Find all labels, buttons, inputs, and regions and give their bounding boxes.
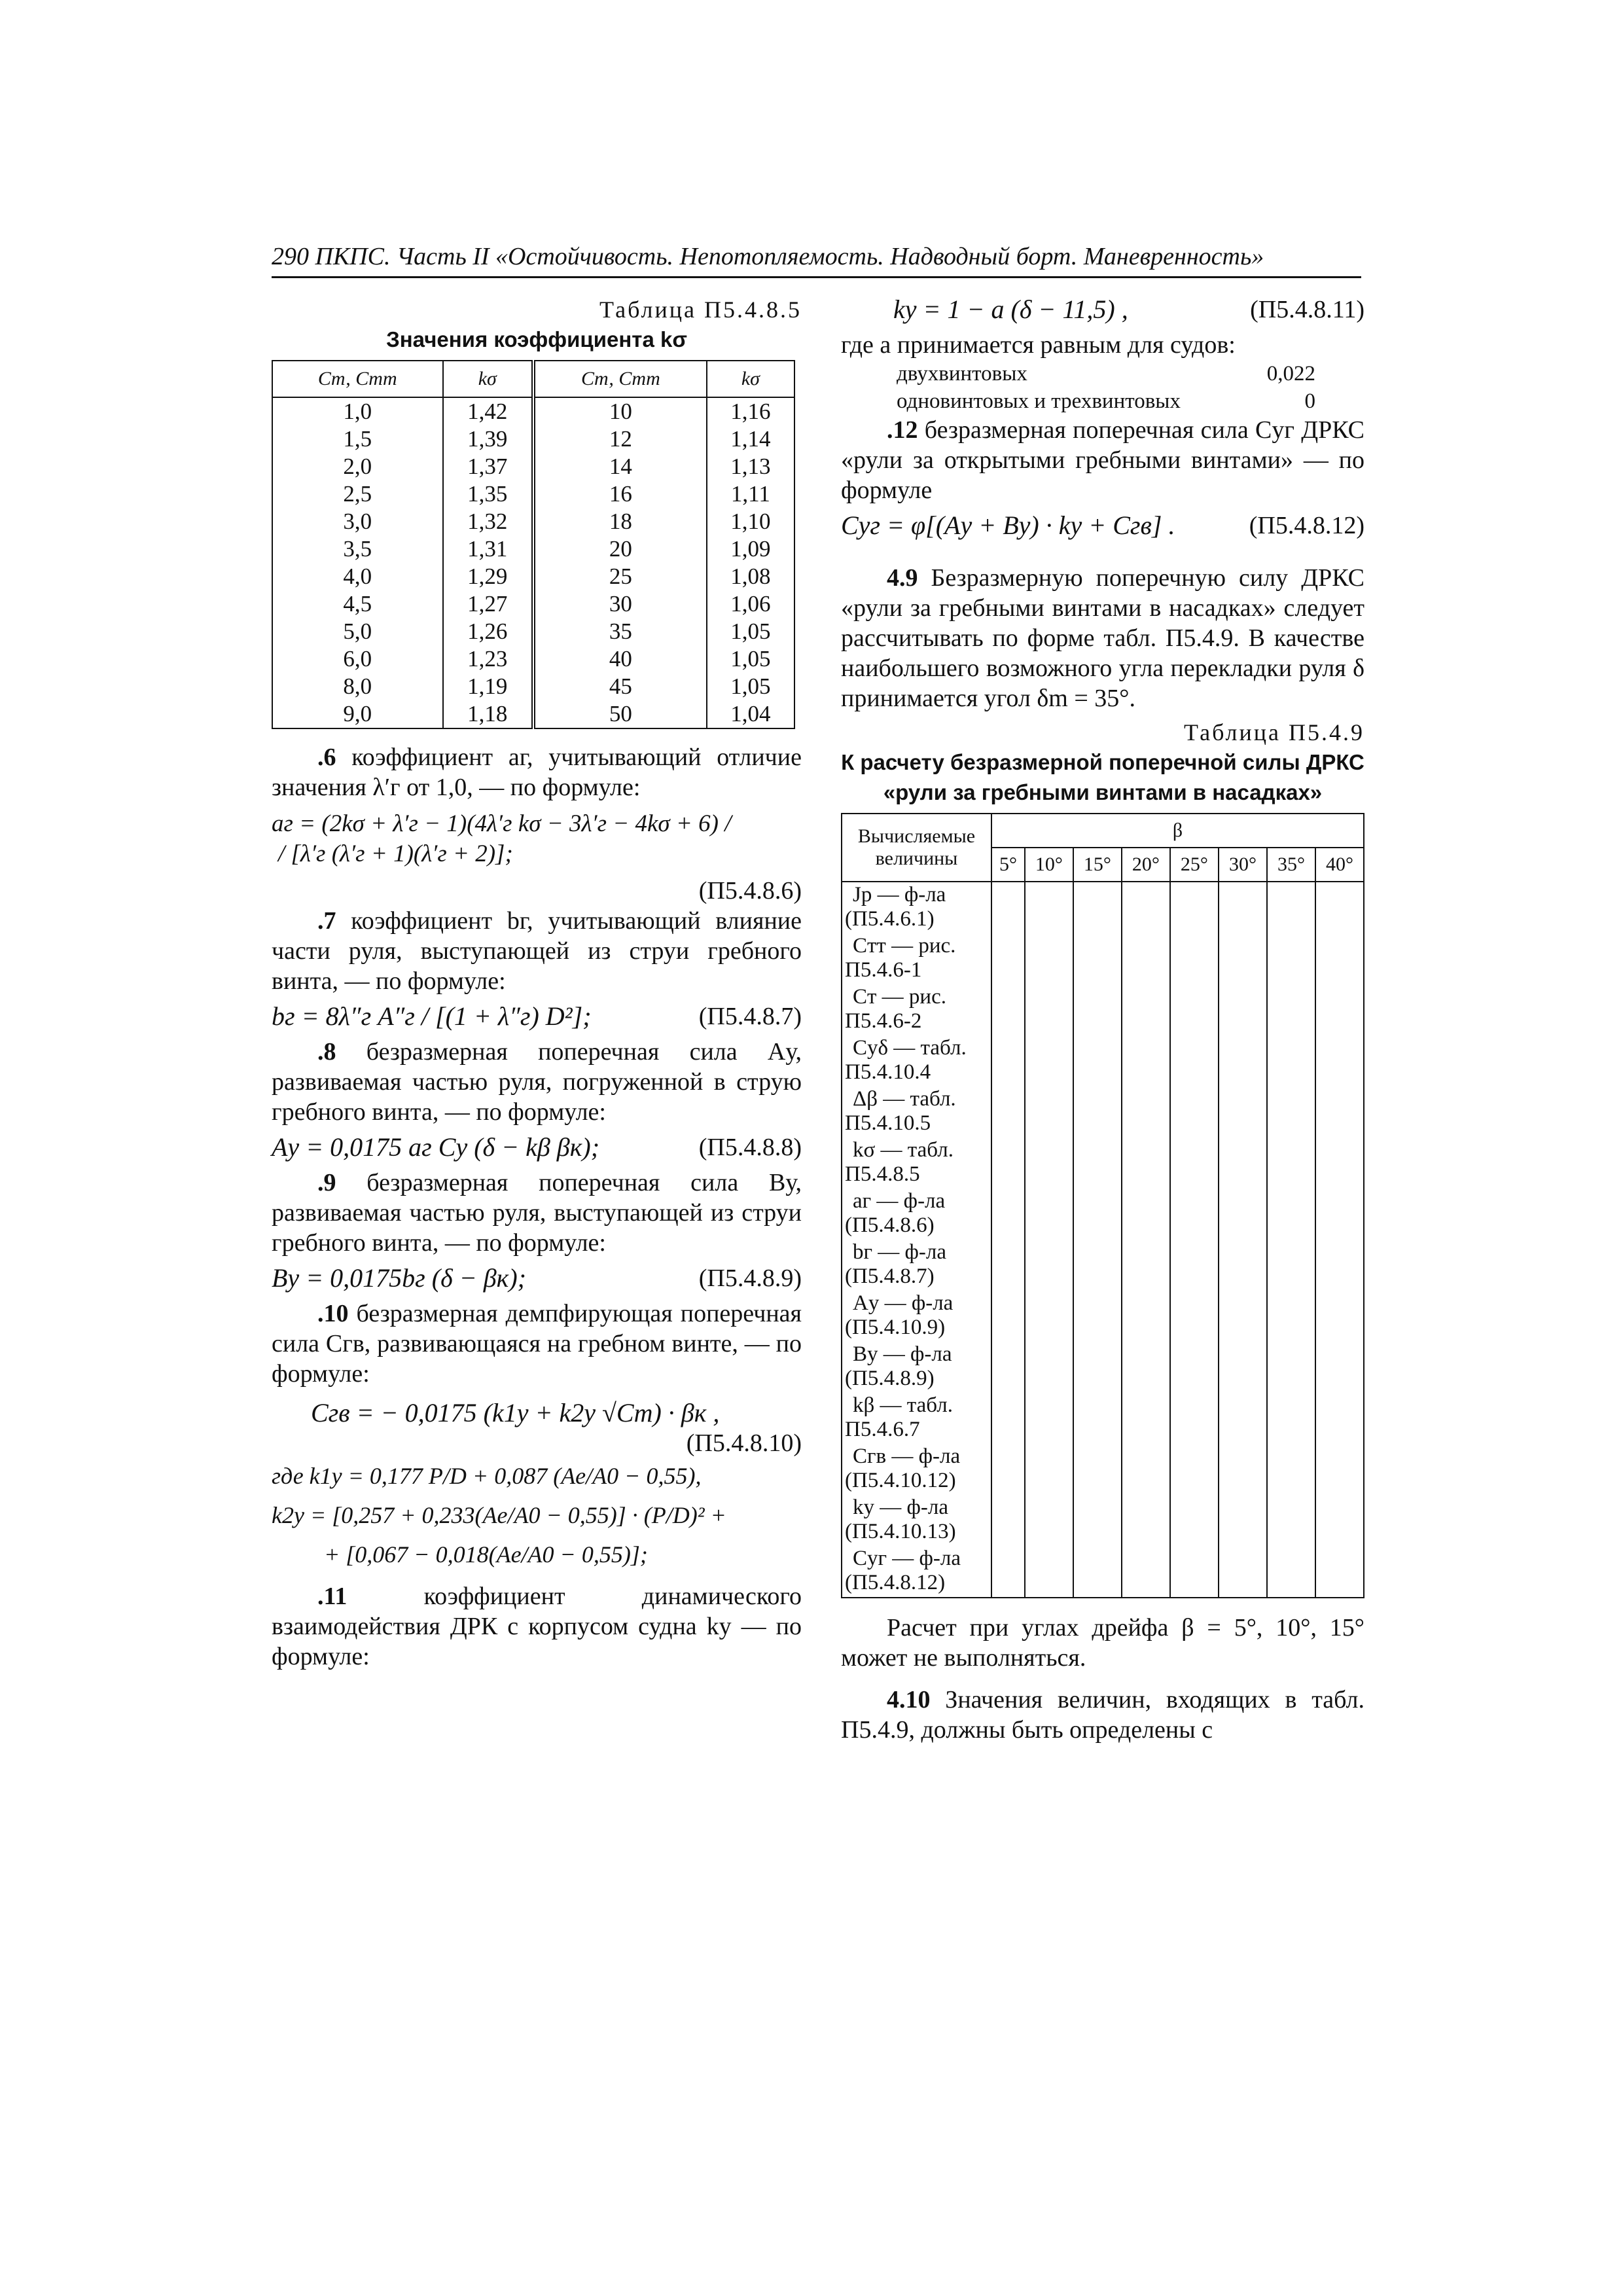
- table-row: [272, 508, 794, 535]
- table-cell: [1315, 1546, 1364, 1598]
- quantity-name: Cуг — ф-ла (П5.4.8.12): [842, 1546, 991, 1598]
- table-cell: [1267, 1035, 1315, 1086]
- table-cell: [1073, 1240, 1122, 1291]
- table-row: [842, 1495, 1364, 1546]
- table-cell: [1315, 1189, 1364, 1240]
- table-cell: 1,37: [443, 453, 533, 480]
- table-cell: [1170, 1035, 1219, 1086]
- table-cell: 1,16: [707, 397, 794, 425]
- angle-header: 20°: [1122, 848, 1170, 882]
- table-cell: [1073, 1393, 1122, 1444]
- quantity-name: Cт — рис. П5.4.6-2: [842, 984, 991, 1035]
- formula-8: Aу = 0,0175 aг Cу (δ − kβ βк); (П5.4.8.8): [272, 1132, 802, 1162]
- table-row: [842, 1138, 1364, 1189]
- table-cell: 1,10: [707, 508, 794, 535]
- quantity-name: bг — ф-ла (П5.4.8.7): [842, 1240, 991, 1291]
- table-cell: [1122, 1546, 1170, 1598]
- table-cell: [1122, 933, 1170, 984]
- table-cell: [1219, 1138, 1267, 1189]
- table-cell: [991, 1546, 1025, 1598]
- table-cell: [1219, 933, 1267, 984]
- table-cell: [1267, 882, 1315, 933]
- table-cell: [1025, 1342, 1073, 1393]
- k-sigma-table: [272, 360, 795, 729]
- formula-12: Cуг = φ[(Aу + Bу) · kу + Cгв] . (П5.4.8.12): [841, 511, 1364, 540]
- quantity-name: Cгв — ф-ла (П5.4.10.12): [842, 1444, 991, 1495]
- quantity-name: Cуδ — табл. П5.4.10.4: [842, 1035, 991, 1086]
- formula-11: kу = 1 − a (δ − 11,5) , (П5.4.8.11): [893, 295, 1364, 324]
- table-cell: [1025, 1189, 1073, 1240]
- table-cell: 1,04: [707, 700, 794, 728]
- where-k2y: k2у = [0,257 + 0,233(Ae/A0 − 0,55)] · (P/D)² +: [272, 1502, 726, 1528]
- kv-row: двухвинтовых 0,022: [897, 362, 1315, 386]
- table-cell: 50: [533, 700, 707, 728]
- table-cell: [1025, 1138, 1073, 1189]
- quantity-name: aг — ф-ла (П5.4.8.6): [842, 1189, 991, 1240]
- table-row: [272, 563, 794, 590]
- table-cell: [991, 882, 1025, 933]
- formula-10-ref: (П5.4.8.10): [686, 1429, 802, 1457]
- table-row: [842, 1444, 1364, 1495]
- table-cell: 1,29: [443, 563, 533, 590]
- table-cell: [1219, 984, 1267, 1035]
- table-cell: [1122, 1138, 1170, 1189]
- where-a: где a принимается равным для судов:: [841, 331, 1236, 359]
- table-cell: 2,0: [272, 453, 443, 480]
- formula-6-ref: (П5.4.8.6): [698, 877, 802, 905]
- table-row: [272, 700, 794, 728]
- formula-6-line1: aг = (2kσ + λ′г − 1)(4λ′г kσ − 3λ′г − 4kσ + 6) /: [272, 810, 732, 837]
- quantity-name: kу — ф-ла (П5.4.10.13): [842, 1495, 991, 1546]
- table-caption: Таблица П5.4.8.5: [599, 296, 802, 323]
- table-row: [842, 1189, 1364, 1240]
- table-cell: 4,5: [272, 590, 443, 618]
- table-cell: [1315, 984, 1364, 1035]
- table-cell: [1267, 1342, 1315, 1393]
- table-cell: [1170, 882, 1219, 933]
- table-header: kσ: [443, 361, 533, 397]
- table-cell: 25: [533, 563, 707, 590]
- table-cell: [991, 1086, 1025, 1138]
- table-cell: [1025, 1546, 1073, 1598]
- paragraph-9: .9 безразмерная поперечная сила Bу, развиваемая частью руля, выступающей из струи гребного винта, — по формуле:: [272, 1169, 802, 1257]
- table-title: К расчету безразмерной поперечной силы ДРКС: [841, 750, 1364, 774]
- table-header: Cт, Cтт: [533, 361, 707, 397]
- table-cell: 1,5: [272, 425, 443, 453]
- table-cell: [1219, 1342, 1267, 1393]
- where-k2y-cont: + [0,067 − 0,018(Ae/A0 − 0,55)];: [324, 1541, 648, 1568]
- table-cell: [1073, 933, 1122, 984]
- quantity-name: Δβ — табл. П5.4.10.5: [842, 1086, 991, 1138]
- table-cell: [1025, 1086, 1073, 1138]
- table-cell: [1267, 1086, 1315, 1138]
- quantity-name: Jр — ф-ла (П5.4.6.1): [842, 882, 991, 933]
- where-k1y: где k1у = 0,177 P/D + 0,087 (Ae/A0 − 0,55),: [272, 1463, 702, 1489]
- table-cell: 1,14: [707, 425, 794, 453]
- table-title: Значения коэффициента kσ: [386, 327, 687, 351]
- table-cell: [1219, 1546, 1267, 1598]
- table-cell: [1170, 1546, 1219, 1598]
- table-cell: [1025, 1291, 1073, 1342]
- table-cell: [1073, 1291, 1122, 1342]
- table-cell: [1122, 1495, 1170, 1546]
- paragraph-7: .7 коэффициент bг, учитывающий влияние части руля, выступающей из струи гребного винта, — по формуле:: [272, 907, 802, 995]
- table-row: [842, 882, 1364, 933]
- table-cell: [1073, 984, 1122, 1035]
- table-cell: 1,0: [272, 397, 443, 425]
- table-cell: 20: [533, 535, 707, 563]
- table-cell: [1170, 933, 1219, 984]
- table-cell: [1315, 1393, 1364, 1444]
- table-header: Cт, Cтт: [272, 361, 443, 397]
- table-cell: 18: [533, 508, 707, 535]
- table-cell: [991, 1138, 1025, 1189]
- paragraph-6: .6 коэффициент aг, учитывающий отличие значения λ′г от 1,0, — по формуле:: [272, 744, 802, 801]
- table-cell: [1170, 1189, 1219, 1240]
- table-cell: [1315, 1444, 1364, 1495]
- table-cell: [1267, 1240, 1315, 1291]
- table-cell: [1219, 882, 1267, 933]
- table-row: [842, 1291, 1364, 1342]
- table-cell: [1073, 1342, 1122, 1393]
- table-cell: 1,26: [443, 618, 533, 645]
- table-row: [272, 618, 794, 645]
- table-cell: [991, 1393, 1025, 1444]
- note: Расчет при углах дрейфа β = 5°, 10°, 15° может не выполняться.: [841, 1614, 1364, 1672]
- table-header: kσ: [707, 361, 794, 397]
- table-row: [842, 984, 1364, 1035]
- table-cell: [1219, 1086, 1267, 1138]
- quantity-name: Aу — ф-ла (П5.4.10.9): [842, 1291, 991, 1342]
- table-cell: [1267, 1138, 1315, 1189]
- table-cell: 1,05: [707, 618, 794, 645]
- table-cell: [991, 1240, 1025, 1291]
- table-cell: 1,23: [443, 645, 533, 673]
- table-cell: [1122, 1189, 1170, 1240]
- table-cell: [1219, 1444, 1267, 1495]
- quantity-name: kσ — табл. П5.4.8.5: [842, 1138, 991, 1189]
- table-cell: 30: [533, 590, 707, 618]
- table-cell: [991, 1495, 1025, 1546]
- table-cell: [991, 1444, 1025, 1495]
- calc-table: [841, 813, 1364, 1598]
- formula-6-line2: / [λ′г (λ′г + 1)(λ′г + 2)];: [278, 840, 513, 867]
- table-cell: [1073, 1138, 1122, 1189]
- table-row: [842, 1342, 1364, 1393]
- table-row: [842, 1393, 1364, 1444]
- table-cell: [1315, 1035, 1364, 1086]
- table-cell: [1315, 933, 1364, 984]
- table-cell: 1,39: [443, 425, 533, 453]
- table-cell: 9,0: [272, 700, 443, 728]
- table-title: «рули за гребными винтами в насадках»: [883, 780, 1323, 804]
- table-cell: [1025, 1495, 1073, 1546]
- left-column: [272, 295, 802, 1672]
- table-row: [272, 590, 794, 618]
- table-cell: 45: [533, 673, 707, 700]
- table-cell: [1025, 1393, 1073, 1444]
- table-cell: [1073, 1035, 1122, 1086]
- table-cell: 1,06: [707, 590, 794, 618]
- table-row: [272, 673, 794, 700]
- table-cell: [1267, 1444, 1315, 1495]
- right-column: [841, 295, 1364, 1745]
- table-cell: [1073, 1495, 1122, 1546]
- table-row: [272, 645, 794, 673]
- formula-9: Bу = 0,0175bг (δ − βк); (П5.4.8.9): [272, 1263, 802, 1293]
- table-row: [272, 453, 794, 480]
- table-cell: [1122, 1240, 1170, 1291]
- angle-header: 25°: [1170, 848, 1219, 882]
- table-cell: [1073, 1444, 1122, 1495]
- angle-header: 30°: [1219, 848, 1267, 882]
- table-cell: [1170, 1444, 1219, 1495]
- table-cell: [1025, 1035, 1073, 1086]
- table-cell: [1170, 1342, 1219, 1393]
- table-cell: [1267, 1546, 1315, 1598]
- paragraph-11: .11 коэффициент динамического взаимодействия ДРК с корпусом судна kу — по формуле:: [272, 1583, 802, 1670]
- table-cell: [1315, 1138, 1364, 1189]
- quantity-name: Bу — ф-ла (П5.4.8.9): [842, 1342, 991, 1393]
- table-row: [272, 480, 794, 508]
- table-cell: [1025, 1240, 1073, 1291]
- table-cell: [1122, 984, 1170, 1035]
- table-cell: [1073, 1086, 1122, 1138]
- table-cell: [1170, 984, 1219, 1035]
- table-cell: [1219, 1393, 1267, 1444]
- table-cell: 1,09: [707, 535, 794, 563]
- table-cell: [1170, 1240, 1219, 1291]
- angle-header: 15°: [1073, 848, 1122, 882]
- table-cell: [1025, 1444, 1073, 1495]
- angle-header: 40°: [1315, 848, 1364, 882]
- table-cell: 1,18: [443, 700, 533, 728]
- table-cell: [1025, 882, 1073, 933]
- angle-header: 5°: [991, 848, 1025, 882]
- table-cell: 1,08: [707, 563, 794, 590]
- table-cell: 3,5: [272, 535, 443, 563]
- table-cell: 1,19: [443, 673, 533, 700]
- table-cell: [1267, 1189, 1315, 1240]
- table-cell: 1,11: [707, 480, 794, 508]
- table-header: Вычисляемые величины: [842, 814, 991, 882]
- table-cell: [1267, 933, 1315, 984]
- table-cell: [1122, 1444, 1170, 1495]
- table-cell: 1,27: [443, 590, 533, 618]
- table-cell: [991, 984, 1025, 1035]
- table-cell: [1122, 1035, 1170, 1086]
- table-cell: [1122, 1342, 1170, 1393]
- formula-10: Cгв = − 0,0175 (k1у + k2у √Cт) · βк ,: [311, 1398, 720, 1427]
- table-cell: [991, 1189, 1025, 1240]
- table-cell: [1122, 882, 1170, 933]
- angle-header: 10°: [1025, 848, 1073, 882]
- table-cell: [1315, 1291, 1364, 1342]
- table-cell: [1267, 1291, 1315, 1342]
- table-cell: [991, 1291, 1025, 1342]
- table-cell: [1170, 1291, 1219, 1342]
- table-cell: [1025, 933, 1073, 984]
- table-cell: [991, 1035, 1025, 1086]
- paragraph-4-10: 4.10 Значения величин, входящих в табл. П5.4.9, должны быть определены с: [841, 1686, 1364, 1744]
- table-caption: Таблица П5.4.9: [1184, 719, 1364, 745]
- table-cell: 1,32: [443, 508, 533, 535]
- table-header: β: [991, 814, 1364, 848]
- table-cell: [1267, 984, 1315, 1035]
- angle-header: 35°: [1267, 848, 1315, 882]
- page-header: 290 ПКПС. Часть II «Остойчивость. Непотопляемость. Надводный борт. Маневренность»: [272, 242, 1361, 278]
- table-cell: [1315, 882, 1364, 933]
- table-row: [272, 397, 794, 425]
- table-cell: [1025, 984, 1073, 1035]
- table-cell: 10: [533, 397, 707, 425]
- table-cell: 1,13: [707, 453, 794, 480]
- table-row: [842, 1035, 1364, 1086]
- table-row: [272, 425, 794, 453]
- paragraph-8: .8 безразмерная поперечная сила Aу, развиваемая частью руля, погруженной в струю гребного винта, — по формуле:: [272, 1038, 802, 1126]
- table-cell: 1,35: [443, 480, 533, 508]
- table-cell: [1122, 1393, 1170, 1444]
- paragraph-4-9: 4.9 Безразмерную поперечную силу ДРКС «рули за гребными винтами в насадках» следует рассчитывать по форме табл. П5.4.9. В качестве наибольшего возможного угла перекладки руля δ принимается угол δm = 35°.: [841, 564, 1364, 712]
- table-row: [842, 1240, 1364, 1291]
- formula-7: bг = 8λ″г A″г / [(1 + λ″г) D²]; (П5.4.8.7): [272, 1001, 802, 1031]
- table-cell: 4,0: [272, 563, 443, 590]
- table-cell: [1219, 1189, 1267, 1240]
- paragraph-10: .10 безразмерная демпфирующая поперечная сила Cгв, развивающаяся на гребном винте, — по формуле:: [272, 1300, 802, 1388]
- table-cell: [1267, 1495, 1315, 1546]
- table-cell: [1315, 1086, 1364, 1138]
- table-cell: 1,05: [707, 645, 794, 673]
- table-cell: [1315, 1240, 1364, 1291]
- table-cell: [1267, 1393, 1315, 1444]
- table-row: [842, 933, 1364, 984]
- table-cell: 2,5: [272, 480, 443, 508]
- table-cell: [1170, 1495, 1219, 1546]
- table-cell: [1219, 1240, 1267, 1291]
- table-cell: 3,0: [272, 508, 443, 535]
- table-cell: 1,05: [707, 673, 794, 700]
- table-row: [842, 1546, 1364, 1598]
- table-cell: [1122, 1086, 1170, 1138]
- table-cell: [1170, 1138, 1219, 1189]
- table-cell: [1170, 1393, 1219, 1444]
- table-cell: [991, 1342, 1025, 1393]
- table-row: [842, 1086, 1364, 1138]
- table-cell: [1073, 882, 1122, 933]
- table-cell: [1315, 1342, 1364, 1393]
- table-cell: [1122, 1291, 1170, 1342]
- table-cell: 16: [533, 480, 707, 508]
- table-cell: 5,0: [272, 618, 443, 645]
- table-cell: [991, 933, 1025, 984]
- table-cell: [1073, 1189, 1122, 1240]
- kv-row: одновинтовых и трехвинтовых 0: [897, 389, 1315, 413]
- table-cell: 8,0: [272, 673, 443, 700]
- table-row: [272, 535, 794, 563]
- table-cell: 14: [533, 453, 707, 480]
- table-cell: [1219, 1495, 1267, 1546]
- table-cell: 40: [533, 645, 707, 673]
- table-cell: 1,31: [443, 535, 533, 563]
- table-cell: [1315, 1495, 1364, 1546]
- table-cell: [1219, 1035, 1267, 1086]
- paragraph-12: .12 безразмерная поперечная сила Cуг ДРКС «рули за открытыми гребными винтами» — по формуле: [841, 416, 1364, 504]
- table-cell: 35: [533, 618, 707, 645]
- table-cell: [1073, 1546, 1122, 1598]
- quantity-name: kβ — табл. П5.4.6.7: [842, 1393, 991, 1444]
- table-cell: 12: [533, 425, 707, 453]
- table-cell: [1170, 1086, 1219, 1138]
- quantity-name: Cтт — рис. П5.4.6-1: [842, 933, 991, 984]
- table-cell: 6,0: [272, 645, 443, 673]
- table-cell: [1219, 1291, 1267, 1342]
- table-cell: 1,42: [443, 397, 533, 425]
